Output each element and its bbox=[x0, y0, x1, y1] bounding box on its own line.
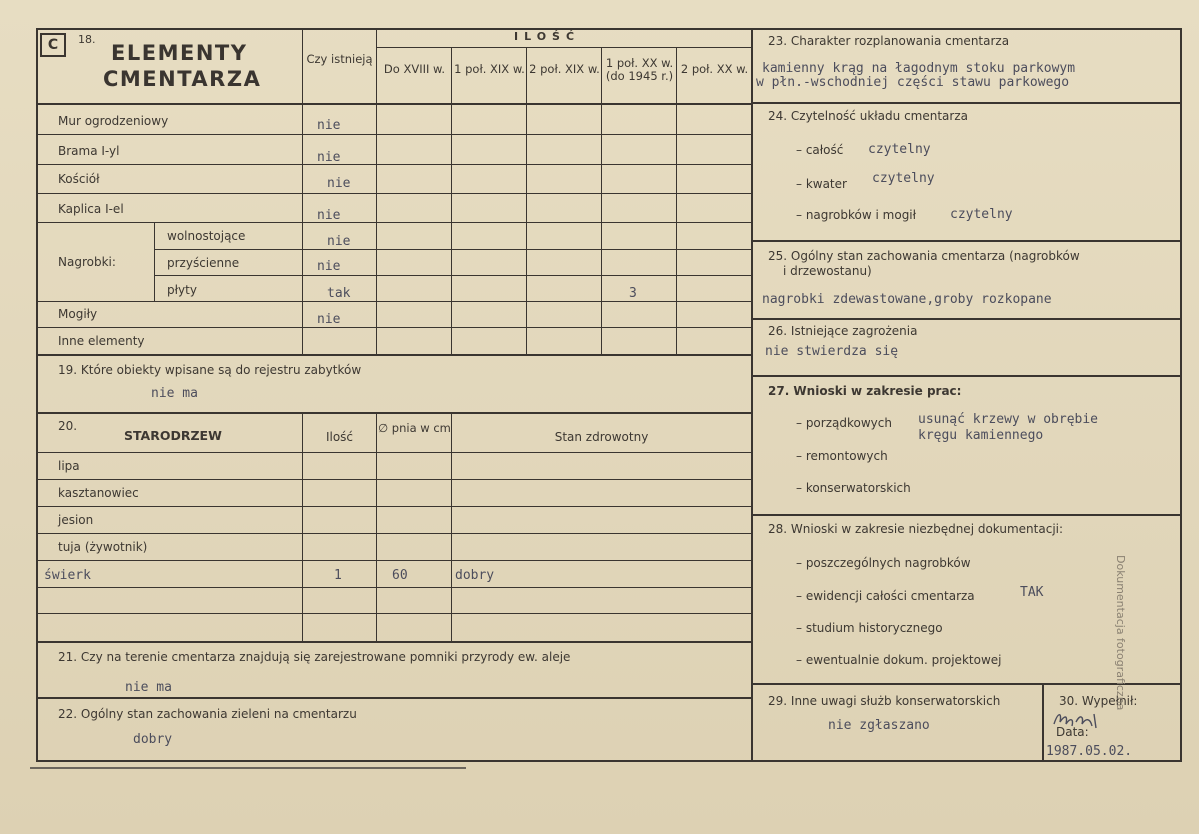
grid-line bbox=[451, 412, 452, 641]
side-stamp: Dokumentacja fotograficzna bbox=[1114, 555, 1127, 711]
row-label-kosciol: Kościół bbox=[58, 172, 100, 186]
row-label-nagrobki: Nagrobki: bbox=[58, 255, 116, 269]
section-20-number: 20. bbox=[58, 419, 78, 433]
section-21-label: 21. Czy na terenie cmentarza znajdują się zarejestrowane pomniki przyrody ew. aleje bbox=[58, 650, 571, 664]
period-header-2: 1 poł. XIX w. bbox=[454, 62, 525, 76]
section-23-label: 23. Charakter rozplanowania cmentarza bbox=[768, 34, 1010, 48]
row-label-wolnostojace: wolnostojące bbox=[167, 229, 246, 243]
value-kosciol-exists: nie bbox=[327, 176, 351, 191]
section-30-date-label: Data: bbox=[1056, 725, 1089, 739]
grid-line bbox=[154, 222, 155, 301]
section-28-item-nagrobkow: – poszczególnych nagrobków bbox=[796, 556, 971, 570]
grid-line bbox=[36, 697, 751, 699]
tree-label-jesion: jesion bbox=[58, 513, 94, 527]
grid-line bbox=[36, 587, 751, 588]
grid-line bbox=[751, 102, 1182, 104]
bottom-edge-line bbox=[30, 767, 466, 769]
section-26-value: nie stwierdza się bbox=[765, 344, 899, 359]
grid-line bbox=[601, 47, 602, 354]
value-mur-exists: nie bbox=[317, 118, 341, 133]
row-label-kaplica: Kaplica I-el bbox=[58, 202, 124, 216]
grid-line bbox=[751, 375, 1182, 377]
section-25-label-line2: i drzewostanu) bbox=[783, 264, 872, 278]
tree-health-swierk: dobry bbox=[455, 568, 495, 583]
center-divider bbox=[751, 28, 753, 762]
grid-line bbox=[376, 28, 377, 354]
row-label-mur: Mur ogrodzeniowy bbox=[58, 114, 169, 128]
section-18-title-line1: ELEMENTY bbox=[111, 41, 248, 65]
grid-line bbox=[36, 327, 751, 328]
section-18-title-line2: CMENTARZA bbox=[103, 67, 262, 91]
grid-line bbox=[376, 412, 377, 641]
col-header-qty: Ilość bbox=[325, 430, 354, 444]
section-28-item-ewentualnie: – ewentualnie dokum. projektowej bbox=[796, 653, 1002, 667]
section-27-item-konserwatorskich: – konserwatorskich bbox=[796, 481, 911, 495]
section-24-item-kwater: – kwater bbox=[796, 177, 847, 191]
value-plyty-exists: tak bbox=[327, 286, 351, 301]
section-21-value: nie ma bbox=[125, 680, 172, 695]
section-19-value: nie ma bbox=[151, 386, 198, 401]
grid-line bbox=[451, 47, 452, 354]
period-header-4: 1 poł. XX w. (do 1945 r.) bbox=[605, 56, 674, 83]
section-22-label: 22. Ogólny stan zachowania zieleni na cmentarzu bbox=[58, 707, 357, 721]
grid-line bbox=[36, 412, 751, 414]
section-26-label: 26. Istniejące zagrożenia bbox=[768, 324, 918, 338]
grid-line bbox=[154, 249, 751, 250]
grid-line bbox=[36, 164, 751, 165]
section-28-label: 28. Wnioski w zakresie niezbędnej dokumentacji: bbox=[768, 522, 1064, 536]
period-header-3: 2 poł. XIX w. bbox=[529, 62, 600, 76]
tree-qty-swierk: 1 bbox=[334, 568, 342, 583]
grid-line bbox=[676, 47, 677, 354]
section-27-value-line2: kręgu kamiennego bbox=[918, 428, 1044, 443]
section-24-value-kwater: czytelny bbox=[872, 171, 935, 186]
row-label-przyscienne: przyścienne bbox=[167, 256, 240, 270]
value-kaplica-exists: nie bbox=[317, 208, 341, 223]
section-29-label: 29. Inne uwagi służb konserwatorskich bbox=[768, 694, 1001, 708]
section-23-value-line2: w płn.-wschodniej części stawu parkowego bbox=[756, 75, 1070, 90]
col-header-diam: ∅ pnia w cm bbox=[378, 421, 451, 435]
section-19-label: 19. Które obiekty wpisane są do rejestru zabytków bbox=[58, 363, 362, 377]
col-header-health: Stan zdrowotny bbox=[554, 430, 649, 444]
section-27-label: 27. Wnioski w zakresie prac: bbox=[768, 384, 962, 398]
section-24-item-calosc: – całość bbox=[796, 143, 844, 157]
section-24-item-nagrobkow: – nagrobków i mogił bbox=[796, 208, 917, 222]
section-30-label: 30. Wypełnił: bbox=[1059, 694, 1138, 708]
section-27-item-remontowych: – remontowych bbox=[796, 449, 888, 463]
grid-line bbox=[36, 533, 751, 534]
section-30-date-value: 1987.05.02. bbox=[1046, 744, 1133, 759]
section-28-item-ewidencji: – ewidencji całości cmentarza bbox=[796, 589, 975, 603]
col-header-exists: Czy istnieją bbox=[306, 52, 373, 66]
grid-line bbox=[36, 613, 751, 614]
section-letter-box: C bbox=[40, 33, 66, 57]
grid-line bbox=[36, 103, 751, 105]
section-25-label-line1: 25. Ogólny stan zachowania cmentarza (nagrobków bbox=[768, 249, 1080, 263]
period-header-5: 2 poł. XX w. bbox=[680, 62, 749, 76]
grid-line bbox=[36, 452, 751, 453]
col-header-ilosc: ILOŚĆ bbox=[514, 30, 581, 43]
section-23-value-line1: kamienny krąg na łagodnym stoku parkowym bbox=[762, 61, 1076, 76]
tree-label-lipa: lipa bbox=[58, 459, 80, 473]
value-plyty-count: 3 bbox=[629, 286, 637, 301]
tree-label-swierk: świerk bbox=[44, 568, 91, 583]
grid-line bbox=[36, 222, 751, 223]
section-24-value-nagrobkow: czytelny bbox=[950, 207, 1013, 222]
section-25-value: nagrobki zdewastowane,groby rozkopane bbox=[762, 292, 1052, 307]
row-label-plyty: płyty bbox=[167, 283, 197, 297]
grid-line bbox=[36, 479, 751, 480]
section-27-item-porzadkowych: – porządkowych bbox=[796, 416, 892, 430]
section-28-value-ewidencji: TAK bbox=[1020, 585, 1044, 600]
grid-line bbox=[751, 240, 1182, 242]
period-header-1: Do XVIII w. bbox=[383, 62, 446, 76]
section-22-value: dobry bbox=[133, 732, 173, 747]
grid-line bbox=[36, 641, 751, 643]
grid-line bbox=[36, 506, 751, 507]
row-label-inne: Inne elementy bbox=[58, 334, 145, 348]
section-24-value-calosc: czytelny bbox=[868, 142, 931, 157]
section-28-item-studium: – studium historycznego bbox=[796, 621, 943, 635]
grid-line bbox=[1042, 683, 1044, 762]
value-mogily-exists: nie bbox=[317, 312, 341, 327]
grid-line bbox=[302, 412, 303, 641]
section-18-number: 18. bbox=[78, 33, 96, 46]
value-wolnostojace-exists: nie bbox=[327, 234, 351, 249]
section-24-label: 24. Czytelność układu cmentarza bbox=[768, 109, 968, 123]
grid-line bbox=[36, 193, 751, 194]
tree-diam-swierk: 60 bbox=[392, 568, 408, 583]
section-29-value: nie zgłaszano bbox=[828, 718, 930, 733]
grid-line bbox=[302, 28, 303, 354]
grid-line bbox=[154, 275, 751, 276]
grid-line bbox=[36, 134, 751, 135]
grid-line bbox=[36, 354, 751, 356]
grid-line bbox=[36, 301, 751, 302]
tree-label-tuja: tuja (żywotnik) bbox=[58, 540, 148, 554]
row-label-brama: Brama I-yl bbox=[58, 144, 120, 158]
grid-line bbox=[751, 318, 1182, 320]
section-20-title: STARODRZEW bbox=[124, 428, 222, 443]
section-27-value-line1: usunąć krzewy w obrębie bbox=[918, 412, 1099, 427]
tree-label-kasztanowiec: kasztanowiec bbox=[58, 486, 139, 500]
grid-line bbox=[36, 560, 751, 561]
grid-line bbox=[376, 47, 751, 48]
row-label-mogily: Mogiły bbox=[58, 307, 98, 321]
grid-line bbox=[526, 47, 527, 354]
value-brama-exists: nie bbox=[317, 150, 341, 165]
grid-line bbox=[751, 514, 1182, 516]
value-przyscienne-exists: nie bbox=[317, 259, 341, 274]
